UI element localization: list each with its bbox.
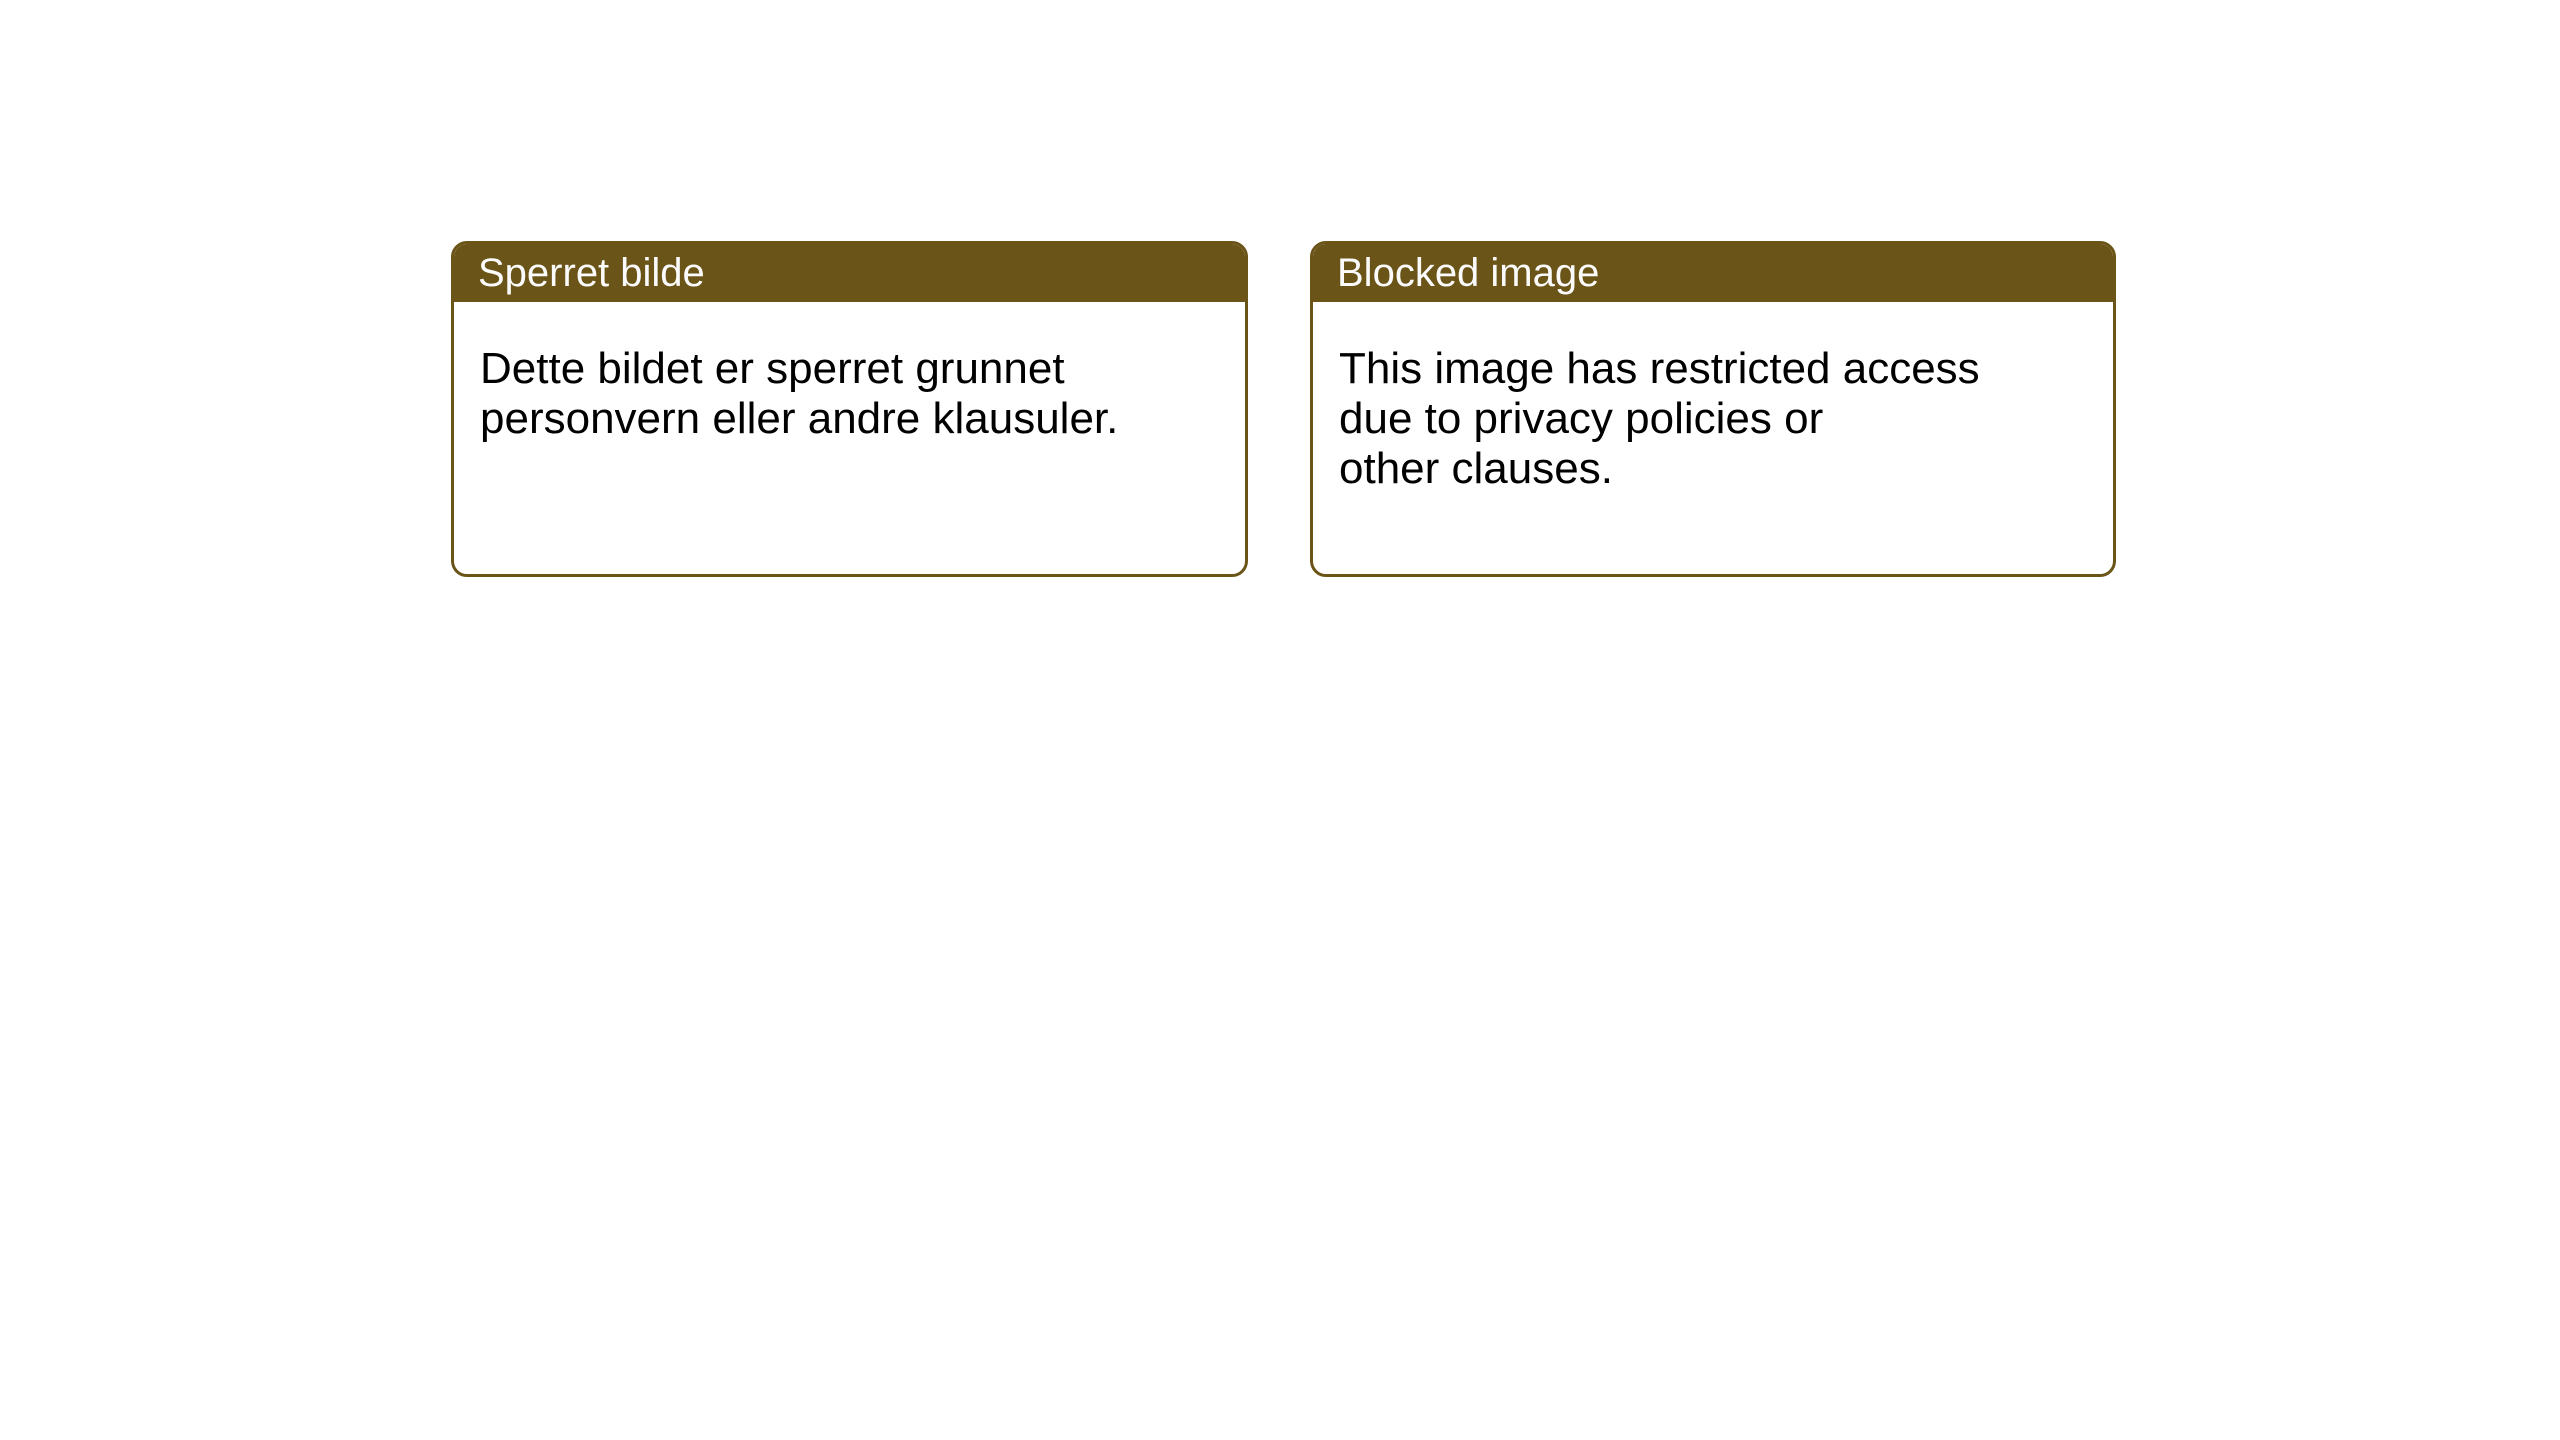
body-text-line: personvern eller andre klausuler. xyxy=(480,394,1119,443)
body-text-line: due to privacy policies or xyxy=(1339,394,1824,443)
card-body xyxy=(454,302,1245,444)
body-text-line: other clauses. xyxy=(1339,444,1613,493)
body-text-line: Dette bildet er sperret grunnet xyxy=(480,344,1065,393)
card-header xyxy=(1313,244,2113,302)
body-text-line: This image has restricted access xyxy=(1339,344,1980,393)
blocked-image-card-norwegian xyxy=(451,241,1248,577)
blocked-image-card-english xyxy=(1310,241,2116,577)
card-body xyxy=(1313,302,2113,494)
card-header xyxy=(454,244,1245,302)
card-title: Sperret bilde xyxy=(478,251,705,295)
card-title: Blocked image xyxy=(1337,251,1600,295)
